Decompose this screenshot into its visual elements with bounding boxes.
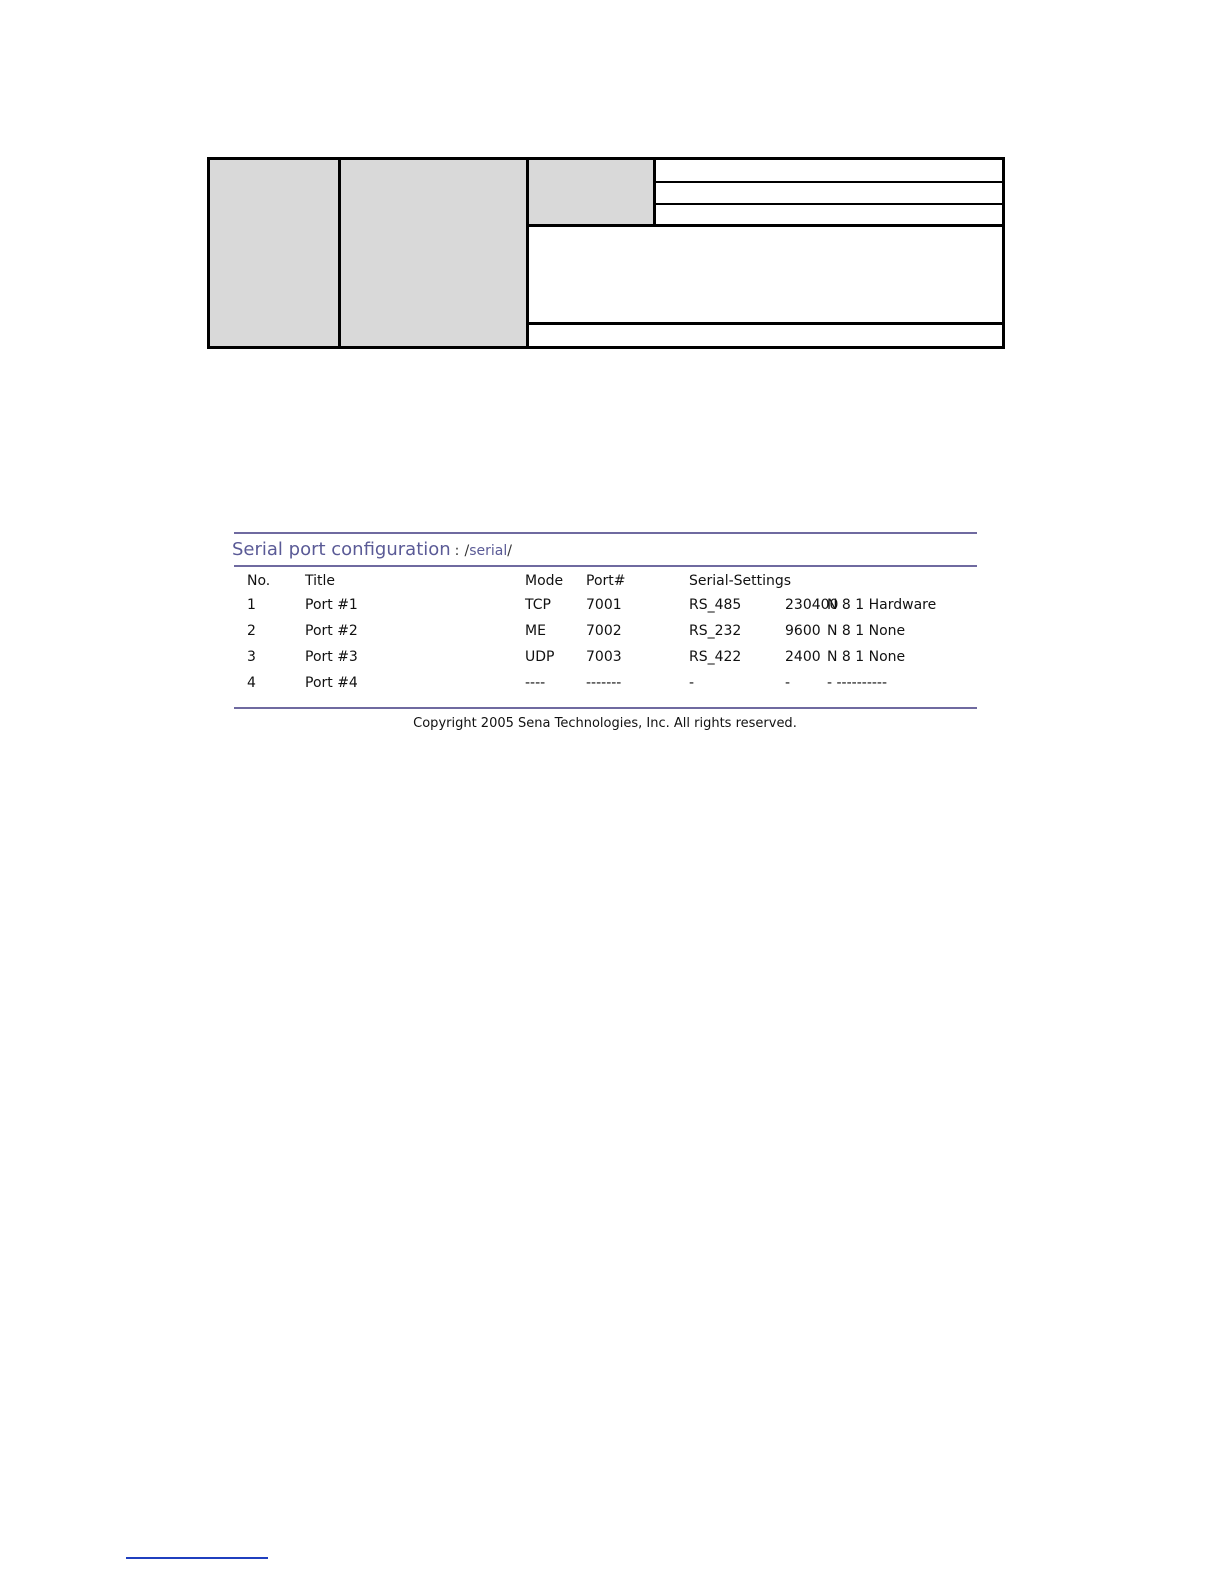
cell-no: 3 — [247, 649, 256, 665]
header-port: Port# — [586, 573, 626, 589]
cell-port: 7002 — [586, 623, 622, 639]
title-separator: : — [454, 543, 460, 559]
grid-cell-main-area — [529, 227, 1002, 325]
grid-cell-right-row-3 — [656, 205, 1002, 227]
copyright-text: Copyright 2005 Sena Technologies, Inc. All rights reserved. — [413, 716, 797, 731]
cell-baud: 230400 — [785, 597, 839, 613]
grid-cell-right-row-1 — [656, 160, 1002, 183]
cell-mode: TCP — [525, 597, 551, 613]
footnote-separator — [126, 1557, 268, 1559]
table-row[interactable] — [232, 618, 977, 644]
cell-mode: ME — [525, 623, 546, 639]
cell-interface: RS_232 — [689, 623, 742, 639]
cell-format: N 8 1 None — [827, 649, 906, 665]
path-link-serial[interactable]: serial — [469, 543, 508, 559]
cell-port: 7003 — [586, 649, 622, 665]
cell-baud: 2400 — [785, 649, 821, 665]
grid-cell-top-center — [529, 160, 656, 227]
cell-no: 1 — [247, 597, 256, 613]
header-title: Title — [305, 573, 336, 589]
cell-title: Port #1 — [305, 597, 358, 613]
header-mode: Mode — [525, 573, 564, 589]
cell-interface: RS_485 — [689, 597, 742, 613]
grid-cell-bottom-bar — [529, 325, 1002, 346]
cell-format: N 8 1 Hardware — [827, 597, 937, 613]
grid-cell-right-row-2 — [656, 183, 1002, 205]
grid-cell-left — [210, 160, 341, 346]
layout-diagram-box — [207, 157, 1005, 349]
bottom-divider — [234, 707, 977, 709]
cell-baud: 9600 — [785, 623, 821, 639]
panel-title — [232, 534, 977, 565]
cell-port: ------- — [586, 675, 622, 691]
header-no: No. — [247, 573, 271, 589]
cell-title: Port #3 — [305, 649, 358, 665]
table-row[interactable] — [232, 670, 977, 696]
cell-format: N 8 1 None — [827, 623, 906, 639]
table-row[interactable] — [232, 592, 977, 618]
grid-cell-middle — [341, 160, 529, 346]
cell-interface: - — [689, 675, 695, 691]
header-serial-settings: Serial-Settings — [689, 573, 792, 589]
title-divider — [234, 565, 977, 567]
panel-title-text: Serial port configuration — [232, 539, 451, 560]
cell-port: 7001 — [586, 597, 622, 613]
cell-mode: ---- — [525, 675, 546, 691]
cell-mode: UDP — [525, 649, 555, 665]
cell-title: Port #2 — [305, 623, 358, 639]
port-table — [232, 570, 977, 707]
cell-baud: - — [785, 675, 791, 691]
cell-interface: RS_422 — [689, 649, 742, 665]
cell-no: 2 — [247, 623, 256, 639]
path-slash-close: / — [507, 543, 512, 559]
cell-title: Port #4 — [305, 675, 358, 691]
table-row[interactable] — [232, 644, 977, 670]
cell-format: - ---------- — [827, 675, 888, 691]
path-slash-open: / — [464, 543, 470, 559]
cell-no: 4 — [247, 675, 256, 691]
table-header-row — [232, 570, 977, 592]
serial-port-configuration-panel — [232, 532, 977, 709]
